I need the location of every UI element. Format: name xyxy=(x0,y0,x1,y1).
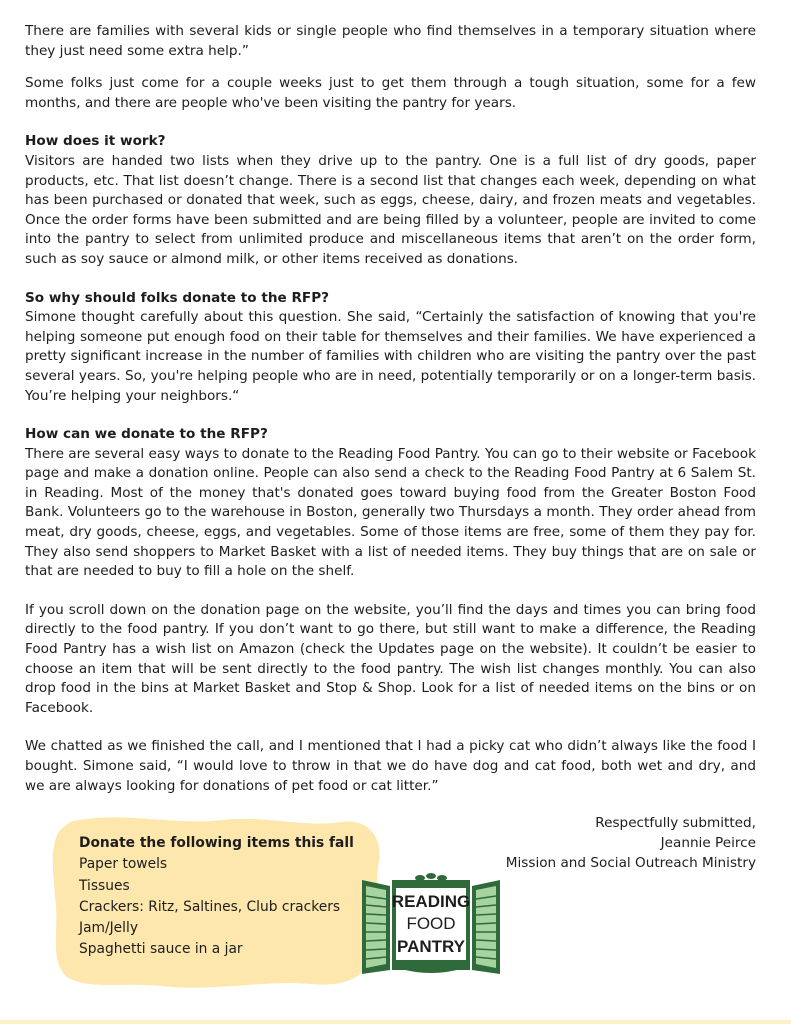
paragraph-why-donate: Simone thought carefully about this question. She said, “Certainly the satisfaction of knowing that you're helping someone put enough food on their table for themselves and their families. We have experienced a pretty significant increase in the number of families with children who are visiting the pantry over the past several years. So, you're helping people who are in need, potentially temporarily or on a longer-term basis. You’re helping your neighbors.“ xyxy=(25,309,756,404)
logo-word-reading: READING xyxy=(391,892,471,911)
donate-list xyxy=(79,833,354,961)
bottom-border xyxy=(0,1020,791,1024)
paragraph-how-to-donate: There are several easy ways to donate to the Reading Food Pantry. You can go to their website or Facebook page and make a donation online. People can also send a check to the Reading Food Pantry at 6 Salem St. in Reading. Most of the money that's donated goes toward buying food from the Greater Boston Food Bank. Volunteers go to the warehouse in Boston, generally two Thursdays a month. They order ahead from meat, dry goods, cheese, eggs, and vegetables. Some of those items are free, some of them they pay for. They also send shoppers to Market Basket with a list of needed items. They buy things that are on sale or that are needed to buy to fill a hole on the shelf. xyxy=(25,445,756,580)
donate-item: Jam/Jelly xyxy=(79,920,139,937)
section-how-to-donate xyxy=(25,425,756,582)
section-why-donate xyxy=(25,289,756,407)
logo-word-food: FOOD xyxy=(406,914,456,933)
paragraph-folks: Some folks just come for a couple weeks just to get them through a tough situation, some for a few months, and there are people who've been visiting the pantry for years. xyxy=(25,75,756,111)
paragraph-families: There are families with several kids or single people who find themselves in a temporary situation where they just need some extra help.” xyxy=(25,23,756,59)
donate-list-title: Donate the following items this fall xyxy=(79,835,354,851)
donate-item: Spaghetti sauce in a jar xyxy=(79,941,243,958)
signature-name: Jeannie Peirce xyxy=(660,835,756,852)
signature-ministry: Mission and Social Outreach Ministry xyxy=(505,855,756,872)
article-body xyxy=(25,22,756,809)
heading-how-does-it-work: How does it work? xyxy=(25,133,166,150)
donate-item: Paper towels xyxy=(79,856,168,873)
paragraph-chatted: We chatted as we finished the call, and I mentioned that I had a picky cat who didn’t always like the food I bought. Simone said, “I would love to throw in that we do have dog and cat food, both wet and dry, and we are always looking for donations of pet food or cat litter.” xyxy=(25,738,756,794)
donate-item: Crackers: Ritz, Saltines, Club crackers xyxy=(79,898,341,915)
heading-why-donate: So why should folks donate to the RFP? xyxy=(25,289,330,306)
reading-food-pantry-logo xyxy=(360,872,502,976)
signature-closing: Respectfully submitted, xyxy=(595,815,756,831)
paragraph-how-it-works: Visitors are handed two lists when they drive up to the pantry. One is a full list of dry goods, paper products, etc. That list doesn’t change. There is a second list that changes each week, depending on what has been purchased or donated that week, such as eggs, cheese, dairy, and frozen meats and vegetables. Once the order forms have been submitted and are being filled by a volunteer, people are invited to come into the pantry to select from unlimited produce and miscellaneous items that aren’t on the order form, such as soy sauce or almond milk, or other items received as donations. xyxy=(25,152,756,267)
donate-item: Tissues xyxy=(79,877,130,894)
signature-block xyxy=(506,813,756,874)
logo-word-pantry: PANTRY xyxy=(397,937,465,956)
heading-how-to-donate: How can we donate to the RFP? xyxy=(25,426,268,443)
paragraph-scroll-down: If you scroll down on the donation page on the website, you’ll find the days and times you can bring food directly to the food pantry. If you don’t want to go there, but still want to make a difference, the Reading Food Pantry has a wish list on Amazon (check the Updates page on the website). It couldn’t be easier to choose an item that will be sent directly to the food pantry. The wish list changes monthly. You can also drop food in the bins at Market Basket and Stop & Shop. Look for a list of needed items on the bins or on Facebook. xyxy=(25,601,756,716)
section-how-it-works xyxy=(25,132,756,269)
